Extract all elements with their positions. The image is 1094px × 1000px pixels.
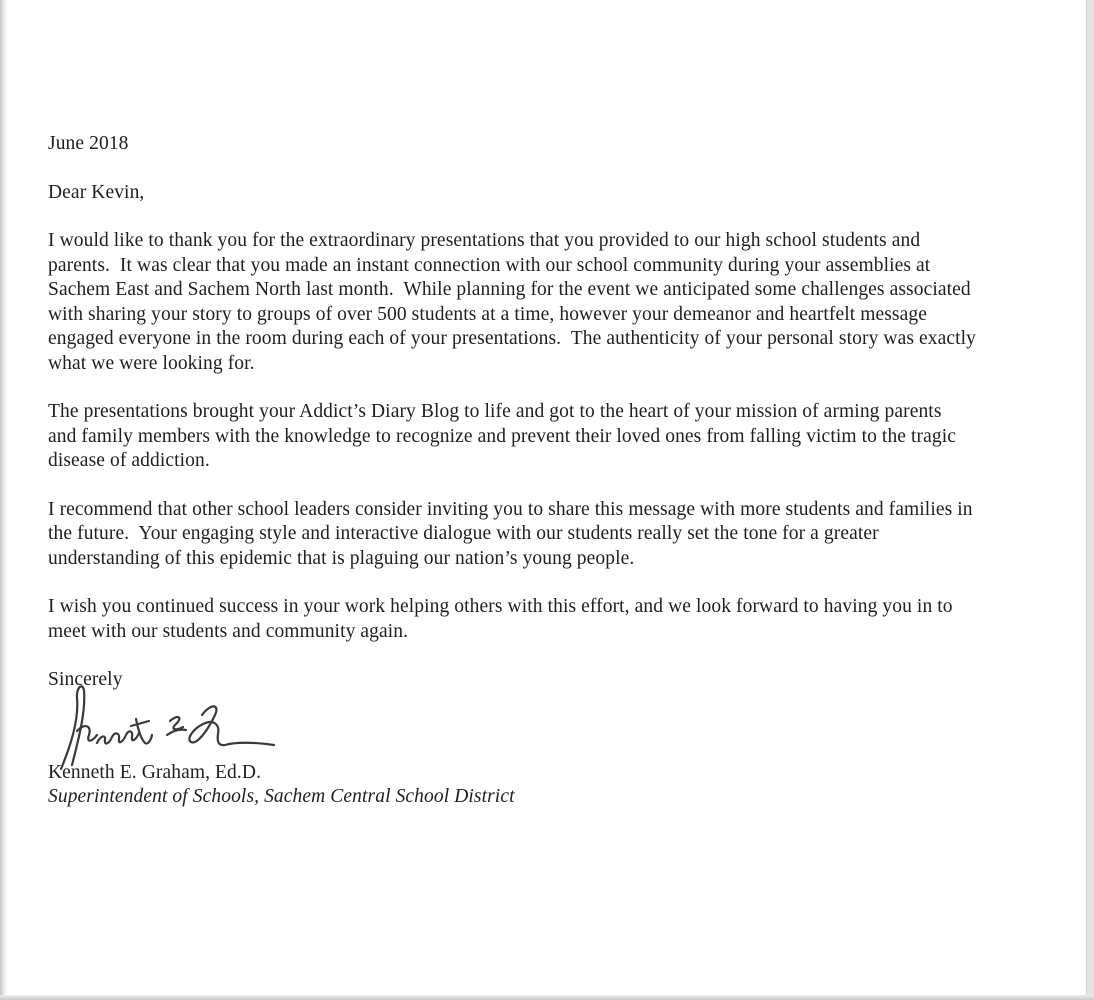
paragraph-line: I wish you continued success in your work helping others with this effort, and we look forward to having you in to: [48, 596, 953, 617]
date-line: June 2018: [48, 133, 129, 154]
letter-page: [48, 132, 1064, 810]
paragraph-line: The presentations brought your Addict’s Diary Blog to life and got to the heart of your mission of arming parents: [48, 401, 942, 422]
paragraph-line: meet with our students and community again.: [48, 620, 409, 642]
paragraph-line: engaged everyone in the room during each of your presentations. The authenticity of your personal story was exactly: [48, 328, 976, 349]
signature-image: [48, 689, 1064, 761]
paragraph-line: what we were looking for.: [48, 352, 255, 374]
signer-name: Kenneth E. Graham, Ed.D.: [48, 761, 262, 783]
paragraph-2: [48, 400, 1064, 474]
salutation: Dear Kevin,: [48, 181, 145, 203]
paragraph-line: I would like to thank you for the extraordinary presentations that you provided to our high school students and: [48, 230, 921, 251]
closing-line: Sincerely: [48, 669, 123, 690]
paragraph-4: [48, 595, 1064, 644]
signer-title: Superintendent of Schools, Sachem Central School District: [48, 786, 515, 807]
paragraph-line: I recommend that other school leaders consider inviting you to share this message with more students and families in: [48, 498, 973, 520]
paragraph-line: parents. It was clear that you made an instant connection with our school community during your assemblies at: [48, 254, 931, 276]
paragraph-line: with sharing your story to groups of over 500 students at a time, however your demeanor and heartfelt message: [48, 303, 927, 325]
page-edge-right: [1086, 0, 1094, 1000]
paragraph-line: and family members with the knowledge to recognize and prevent their loved ones from falling victim to the tragic: [48, 425, 957, 447]
page-edge-left: [0, 0, 7, 1000]
paragraph-1: [48, 229, 1064, 376]
page-edge-bottom: [0, 995, 1094, 1000]
paragraph-line: the future. Your engaging style and interactive dialogue with our students really set the tone for a greater: [48, 523, 879, 544]
paragraph-line: understanding of this epidemic that is plaguing our nation’s young people.: [48, 547, 635, 569]
paragraph-line: disease of addiction.: [48, 450, 210, 471]
paragraph-line: Sachem East and Sachem North last month. While planning for the event we anticipated some challenges associated: [48, 279, 971, 300]
handwritten-signature-icon: [42, 679, 282, 775]
paragraph-3: [48, 498, 1064, 572]
